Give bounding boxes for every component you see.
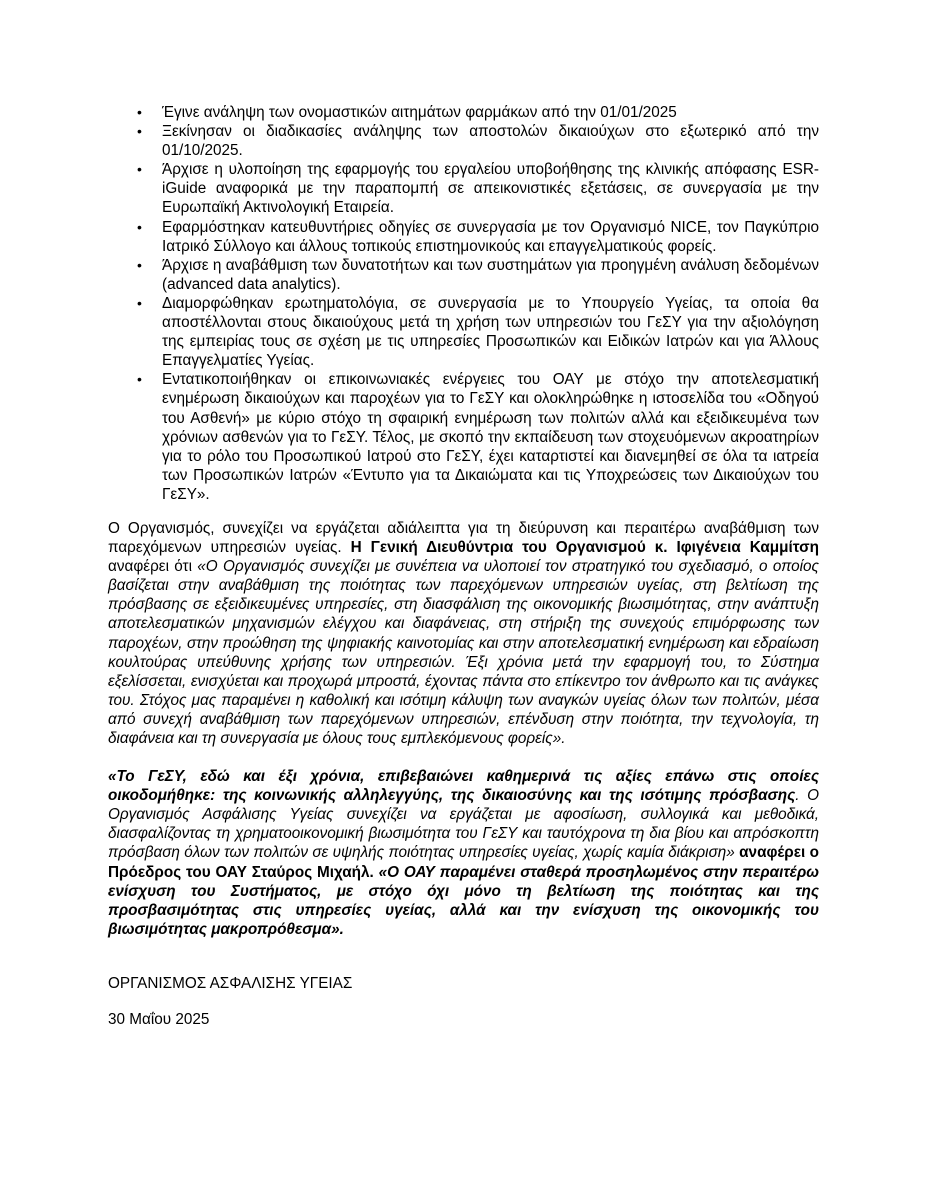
organization-signature: ΟΡΓΑΝΙΣΜΟΣ ΑΣΦΑΛΙΣΗΣ ΥΓΕΙΑΣ bbox=[108, 974, 353, 992]
director-name: Η Γενική Διευθύντρια του Οργανισμού κ. Ιφιγένεια Καμμίτση bbox=[350, 539, 819, 557]
bullet-icon: • bbox=[137, 161, 142, 178]
bullet-icon: • bbox=[137, 371, 142, 388]
list-item bbox=[108, 103, 819, 122]
list-item-text: Διαμορφώθηκαν ερωτηματολόγια, σε συνεργασία με το Υπουργείο Υγείας, τα οποία θα αποστέλλονται στους δικαιούχους μετά τη χρήση των υπηρεσιών του ΓεΣΥ για την αξιολόγηση της εμπειρίας τους σε σχέση με τις υπηρεσίες Προσωπικών και Ειδικών Ιατρών και για Άλλους Επαγγελματίες Υγείας. bbox=[162, 294, 819, 370]
list-item bbox=[108, 218, 819, 256]
said-text: αναφέρει ότι bbox=[108, 558, 198, 576]
bullet-icon: • bbox=[137, 294, 142, 311]
list-item bbox=[108, 122, 819, 160]
list-item bbox=[108, 294, 819, 370]
document-date: 30 Μαΐου 2025 bbox=[108, 1011, 210, 1029]
list-item bbox=[108, 370, 819, 504]
bullet-icon: • bbox=[137, 256, 142, 273]
president-attribution: αναφέρει ο Πρόεδρος του ΟΑΥ Σταύρος Μιχαήλ. bbox=[108, 844, 819, 881]
president-quote-2: «Ο ΟΑΥ παραμένει σταθερά προσηλωμένος στην περαιτέρω ενίσχυση του Συστήματος, με στόχο όχι μόνο τη βελτίωση της ποιότητας και της προσβασιμότητας στις υπηρεσίες υγείας, αλλά και την ενίσχυση της οικονομικής του βιωσιμότητας μακροπρόθεσμα». bbox=[108, 863, 819, 938]
list-item-text: Εντατικοποιήθηκαν οι επικοινωνιακές ενέργειες του ΟΑΥ με στόχο την αποτελεσματική ενημέρωση δικαιούχων και παροχέων για το ΓεΣΥ και ολοκληρώθηκε η ιστοσελίδα του «Οδηγού του Ασθενή» με κύριο στόχο τη σφαιρική ενημέρωση των πολιτών αλλά και εξειδικευμένα των χρόνιων ασθενών για το ΓεΣΥ. Τέλος, με σκοπό την εκπαίδευση των στοχευόμενων ακροατηρίων για το ρόλο του Προσωπικού Ιατρού στο ΓεΣΥ, έχει καταρτιστεί και διανεμηθεί σε όλα τα ιατρεία των Προσωπικών Ιατρών «Έντυπο για τα Δικαιώματα και τις Υποχρεώσεις των Δικαιούχων του ΓεΣΥ». bbox=[162, 371, 819, 503]
achievements-list bbox=[108, 103, 819, 504]
list-item-text: Ξεκίνησαν οι διαδικασίες ανάληψης των αποστολών δικαιούχων στο εξωτερικό από την 01/10/2025. bbox=[162, 123, 819, 160]
list-item-text: Έγινε ανάληψη των ονομαστικών αιτημάτων φαρμάκων από την 01/01/2025 bbox=[162, 104, 677, 121]
president-quote-italic: . Ο Οργανισμός Ασφάλισης Υγείας συνεχίζει να εργάζεται με αφοσίωση, συλλογικά και μεθοδικά, διασφαλίζοντας τη χρηματοοικονομική βιωσιμότητα του ΓεΣΥ και ταυτόχρονα τη δια βίου και απρόσκοπτη πρόσβαση όλων των πολιτών σε υψηλής ποιότητας υπηρεσίες υγείας, χωρίς καμία διάκριση» bbox=[108, 787, 819, 862]
list-item-text: Άρχισε η υλοποίηση της εφαρμογής του εργαλείου υποβοήθησης της κλινικής απόφασης ESR-iGuide αναφορικά με την παραπομπή σε απεικονιστικές εξετάσεις, σε συνεργασία με την Ευρωπαϊκή Ακτινολογική Εταιρεία. bbox=[162, 161, 819, 217]
bullet-icon: • bbox=[137, 218, 142, 235]
list-item bbox=[108, 256, 819, 294]
intro-text: Ο Οργανισμός, συνεχίζει να εργάζεται αδιάλειπτα για τη διεύρυνση και περαιτέρω αναβάθμιση των παρεχόμενων υπηρεσιών υγείας. bbox=[108, 519, 819, 557]
list-item-text: Άρχισε η αναβάθμιση των δυνατοτήτων και των συστημάτων για προηγμένη ανάλυση δεδομένων (advanced data analytics). bbox=[162, 256, 819, 293]
director-quote: «Ο Οργανισμός συνεχίζει με συνέπεια να υλοποιεί τον στρατηγικό του σχεδιασμό, ο οποίος βασίζεται στην αναβάθμιση της ποιότητας των παρεχόμενων υπηρεσιών υγείας, στη βελτίωση της πρόσβασης σε εξειδικευμένες υπηρεσίες, στη διασφάλιση της οικονομικής βιωσιμότητας, στην ανάπτυξη αποτελεσματικών μηχανισμών ελέγχου και διαφάνειας, στη στήριξη της συνεχούς επιμόρφωσης των παροχέων, στην προώθηση της ψηφιακής καινοτομίας και στην αποτελεσματική ενημέρωση και εδραίωση κουλτούρας υπεύθυνης χρήσης των υπηρεσιών. Έξι χρόνια μετά την εφαρμογή του, το Σύστημα εξελίσσεται, ενισχύεται και προχωρά μπροστά, έχοντας πάντα στο επίκεντρο τον άνθρωπο και τις ανάγκες του. Στόχος μας παραμένει η καθολική και ισότιμη κάλυψη των αναγκών υγείας όλων των πολιτών, μέσα από συνεχή αναβάθμιση των παρεχόμενων υπηρεσιών, επένδυση στην ποιότητα, την τεχνολογία, τη διαφάνεια και τη συνεργασία με όλους τους εμπλεκόμενους φορείς». bbox=[108, 558, 819, 747]
bullet-icon: • bbox=[137, 123, 142, 140]
bullet-icon: • bbox=[137, 104, 142, 120]
president-statement-paragraph bbox=[108, 767, 819, 939]
director-statement-paragraph bbox=[108, 519, 819, 748]
list-item bbox=[108, 160, 819, 217]
president-quote-bold: «Το ΓεΣΥ, εδώ και έξι χρόνια, επιβεβαιώνει καθημερινά τις αξίες επάνω στις οποίες οικοδομήθηκε: της κοινωνικής αλληλεγγύης, της δικαιοσύνης και της ισότιμης πρόσβασης bbox=[108, 768, 819, 805]
list-item-text: Εφαρμόστηκαν κατευθυντήριες οδηγίες σε συνεργασία με τον Οργανισμό NICE, τον Παγκύπριο Ιατρικό Σύλλογο και άλλους τοπικούς επιστημονικούς και επαγγελματικούς φορείς. bbox=[162, 218, 819, 255]
document-page bbox=[108, 103, 819, 1029]
